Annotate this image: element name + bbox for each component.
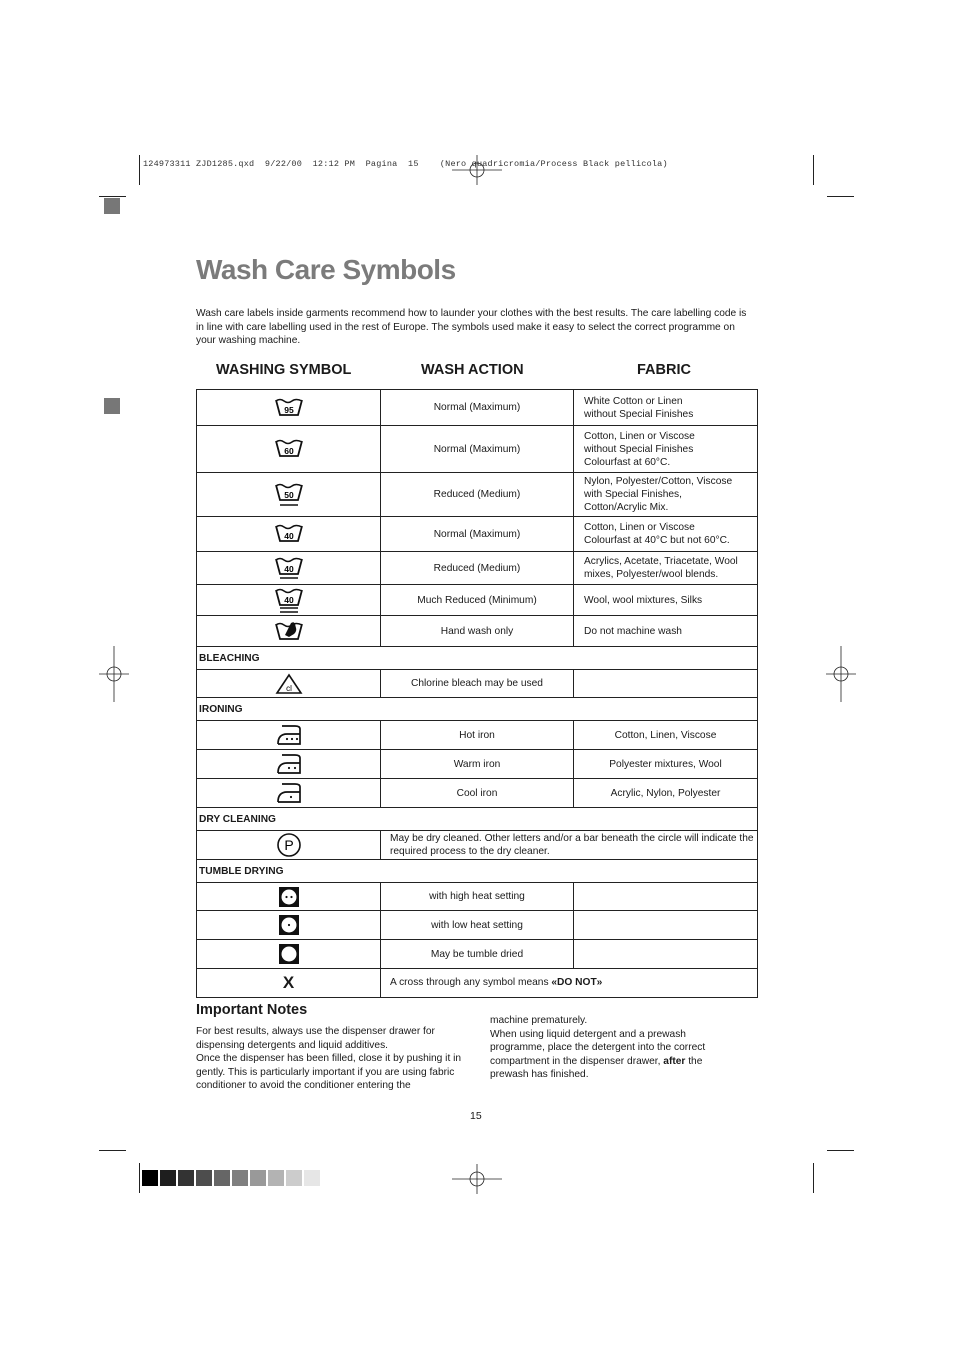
- color-swatch: [250, 1170, 266, 1186]
- bleach-action: Chlorine bleach may be used: [381, 670, 574, 698]
- hand-wash-icon: [274, 619, 304, 643]
- fabric-text: Acrylic, Nylon, Polyester: [574, 779, 758, 808]
- wash-action: Much Reduced (Minimum): [381, 585, 574, 616]
- tumble-action: May be tumble dried: [381, 940, 574, 969]
- iron-cool-icon: [275, 782, 303, 804]
- notes-right-column: [490, 1014, 730, 1082]
- iron-action: Hot iron: [381, 721, 574, 750]
- table-row: [197, 940, 758, 969]
- registration-mark-icon: [826, 646, 856, 702]
- table-row: [197, 552, 758, 585]
- fabric-text: [574, 911, 758, 940]
- table-row: [197, 517, 758, 552]
- iron-action: Warm iron: [381, 750, 574, 779]
- table-row: [197, 585, 758, 616]
- table-row: [197, 721, 758, 750]
- wash-action: Reduced (Medium): [381, 473, 574, 517]
- notes-right-bold: after: [663, 1055, 686, 1067]
- iron-hot-icon: [275, 724, 303, 746]
- section-heading-tumble-drying: TUMBLE DRYING: [197, 860, 758, 883]
- bleach-triangle-icon: [275, 673, 303, 695]
- color-swatch: [214, 1170, 230, 1186]
- fabric-text: Acrylics, Acetate, Triacetate, Wool mixes, Polyester/wool blends.: [574, 552, 758, 585]
- dry-clean-text: May be dry cleaned. Other letters and/or a bar beneath the circle will indicate the required process to the dry cleaner.: [381, 831, 758, 860]
- table-row: [197, 911, 758, 940]
- page-number: 15: [470, 1110, 482, 1122]
- registration-mark-icon: [99, 646, 129, 702]
- table-row: [197, 426, 758, 473]
- tumble-action: with high heat setting: [381, 883, 574, 911]
- crop-mark: [139, 1163, 140, 1193]
- crop-mark: [99, 196, 126, 197]
- color-swatch: [142, 1170, 158, 1186]
- color-swatch: [160, 1170, 176, 1186]
- table-row: [197, 670, 758, 698]
- table-row: [197, 616, 758, 647]
- wash-tub-icon: [274, 523, 304, 545]
- wash-tub-icon: [274, 397, 304, 419]
- crop-mark: [813, 1163, 814, 1193]
- fabric-text: Do not machine wash: [574, 616, 758, 647]
- table-row: [197, 779, 758, 808]
- fabric-text: White Cotton or Linen without Special Finishes: [574, 390, 758, 426]
- fabric-text: Wool, wool mixtures, Silks: [574, 585, 758, 616]
- notes-right-text: machine prematurely. When using liquid detergent and a prewash programme, place the detergent into the correct compartment in the dispenser drawer,: [490, 1015, 706, 1067]
- registration-mark-icon: [452, 1164, 502, 1194]
- fabric-text: [574, 940, 758, 969]
- color-swatch: [268, 1170, 284, 1186]
- section-row: [197, 698, 758, 721]
- wash-action: Reduced (Medium): [381, 552, 574, 585]
- tumble-low-heat-icon: [278, 914, 300, 936]
- side-marker: [104, 398, 120, 414]
- registration-mark-icon: [452, 155, 502, 185]
- table-row: [197, 883, 758, 911]
- wash-temp-label: 40: [283, 594, 294, 605]
- wash-temp-label: 60: [283, 446, 294, 456]
- notes-title: Important Notes: [196, 1002, 308, 1018]
- fabric-text: Cotton, Linen or Viscose Colourfast at 40°C but not 60°C.: [574, 517, 758, 552]
- crop-mark: [99, 1150, 126, 1151]
- column-header-action: WASH ACTION: [421, 362, 524, 378]
- wash-action: Normal (Maximum): [381, 517, 574, 552]
- wash-temp-label: 40: [283, 531, 294, 541]
- bleach-label: cl: [285, 683, 292, 693]
- table-row: [197, 750, 758, 779]
- section-heading-ironing: IRONING: [197, 698, 758, 721]
- color-swatch: [196, 1170, 212, 1186]
- cross-text: [381, 969, 758, 998]
- notes-left-column: For best results, always use the dispenser drawer for dispensing detergents and liquid additives. Once the dispenser has been filled, close it by pushing it in gently. This is particularly important if you are using fabric conditioner to avoid the conditioner entering the: [196, 1026, 462, 1092]
- dry-clean-circle-icon: [276, 832, 302, 858]
- page-title: Wash Care Symbols: [196, 254, 456, 285]
- table-row: [197, 831, 758, 860]
- wash-tub-bar-icon: [274, 556, 304, 581]
- iron-action: Cool iron: [381, 779, 574, 808]
- tumble-action: with low heat setting: [381, 911, 574, 940]
- fabric-text: Polyester mixtures, Wool: [574, 750, 758, 779]
- fabric-text: Nylon, Polyester/Cotton, Viscose with Special Finishes, Cotton/Acrylic Mix.: [574, 473, 758, 517]
- section-heading-bleaching: BLEACHING: [197, 647, 758, 670]
- wash-tub-bar-icon: [274, 482, 304, 508]
- fabric-text: Cotton, Linen, Viscose: [574, 721, 758, 750]
- fabric-text: Cotton, Linen or Viscose without Special Finishes Colourfast at 60°C.: [574, 426, 758, 473]
- wash-action: Normal (Maximum): [381, 426, 574, 473]
- intro-text: Wash care labels inside garments recommend how to launder your clothes with the best results. The care labelling code is in line with care labelling used in the rest of Europe. The symbols used make it easy to select the correct programme on your washing machine.: [196, 308, 747, 346]
- side-marker: [104, 198, 120, 214]
- care-table: [196, 389, 758, 998]
- tumble-high-heat-icon: [278, 886, 300, 908]
- iron-warm-icon: [275, 753, 303, 775]
- crop-mark: [139, 155, 140, 185]
- color-swatch: [232, 1170, 248, 1186]
- wash-tub-icon: [274, 438, 304, 460]
- fabric-text: [574, 883, 758, 911]
- section-heading-dry-cleaning: DRY CLEANING: [197, 808, 758, 831]
- wash-action: Normal (Maximum): [381, 390, 574, 426]
- notes-right-text: the prewash has finished.: [490, 1055, 703, 1081]
- crop-mark: [827, 196, 854, 197]
- fabric-text: [574, 670, 758, 698]
- section-row: [197, 860, 758, 883]
- print-header: 124973311 ZJD1285.qxd 9/22/00 12:12 PM Pagina 15 (Nero quadricromia/Process Black pellicola): [143, 159, 668, 169]
- section-row: [197, 647, 758, 670]
- color-swatch: [304, 1170, 320, 1186]
- wash-temp-label: 40: [283, 563, 294, 574]
- wash-tub-double-bar-icon: [274, 587, 304, 614]
- dry-clean-letter: P: [283, 837, 294, 853]
- cross-text-bold: «DO NOT»: [551, 977, 603, 989]
- tumble-dry-icon: [278, 943, 300, 965]
- cross-icon: X: [197, 969, 381, 998]
- color-swatch: [286, 1170, 302, 1186]
- wash-action: Hand wash only: [381, 616, 574, 647]
- table-row: [197, 473, 758, 517]
- column-header-symbol: WASHING SYMBOL: [216, 362, 352, 378]
- table-row: [197, 390, 758, 426]
- column-header-fabric: FABRIC: [637, 362, 691, 378]
- crop-mark: [827, 1150, 854, 1151]
- wash-temp-label: 95: [283, 404, 294, 415]
- color-swatch: [178, 1170, 194, 1186]
- wash-temp-label: 50: [283, 489, 294, 500]
- cross-text-prefix: A cross through any symbol means: [390, 977, 552, 989]
- section-row: [197, 808, 758, 831]
- table-row: [197, 969, 758, 998]
- crop-mark: [813, 155, 814, 185]
